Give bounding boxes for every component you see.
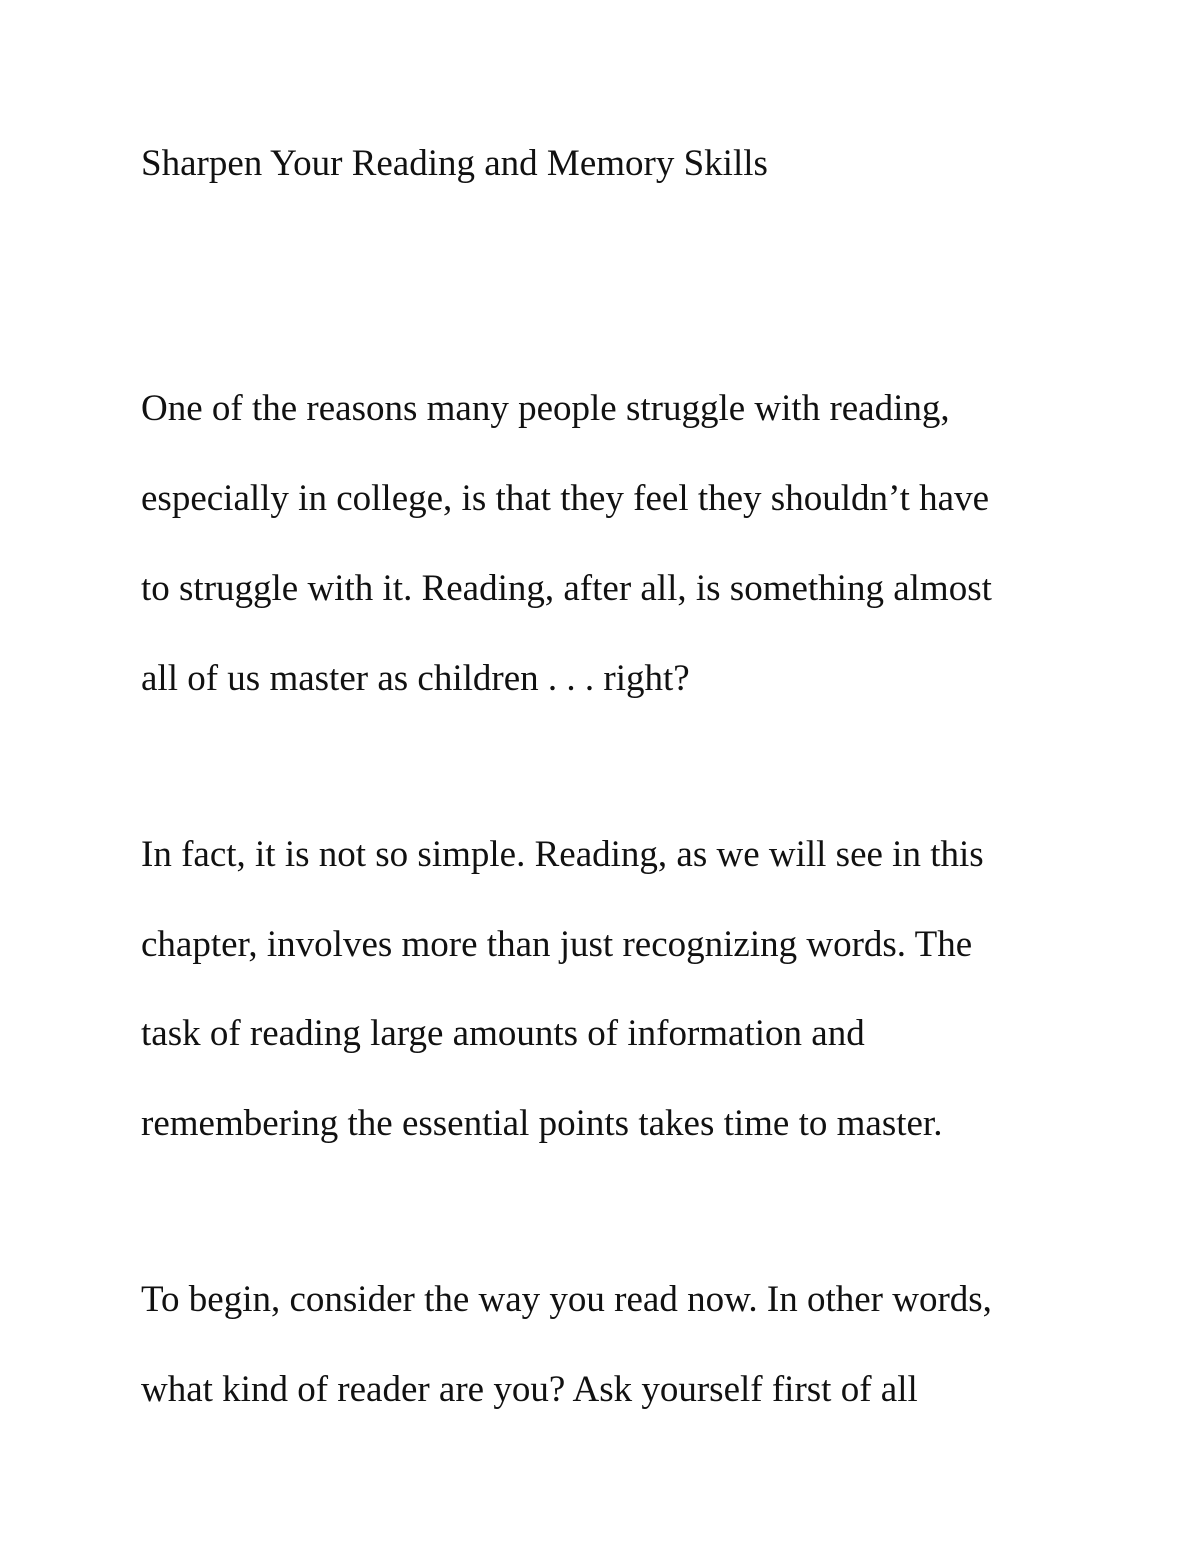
paragraph-line: to struggle with it. Reading, after all, is something almost (141, 568, 992, 609)
paragraph-line: task of reading large amounts of information and (141, 1013, 865, 1054)
paragraph-line: all of us master as children . . . right? (141, 658, 690, 699)
paragraph-line: In fact, it is not so simple. Reading, as we will see in this (141, 834, 984, 875)
paragraph-line: chapter, involves more than just recognizing words. The (141, 924, 973, 965)
paragraph-line: One of the reasons many people struggle with reading, (141, 388, 950, 429)
document-title: Sharpen Your Reading and Memory Skills (141, 143, 768, 184)
paragraph-line: remembering the essential points takes time to master. (141, 1103, 943, 1144)
paragraph-line: especially in college, is that they feel they shouldn’t have (141, 478, 990, 519)
paragraph-line: what kind of reader are you? Ask yourself first of all (141, 1369, 918, 1410)
paragraph-line: To begin, consider the way you read now. In other words, (141, 1279, 992, 1320)
